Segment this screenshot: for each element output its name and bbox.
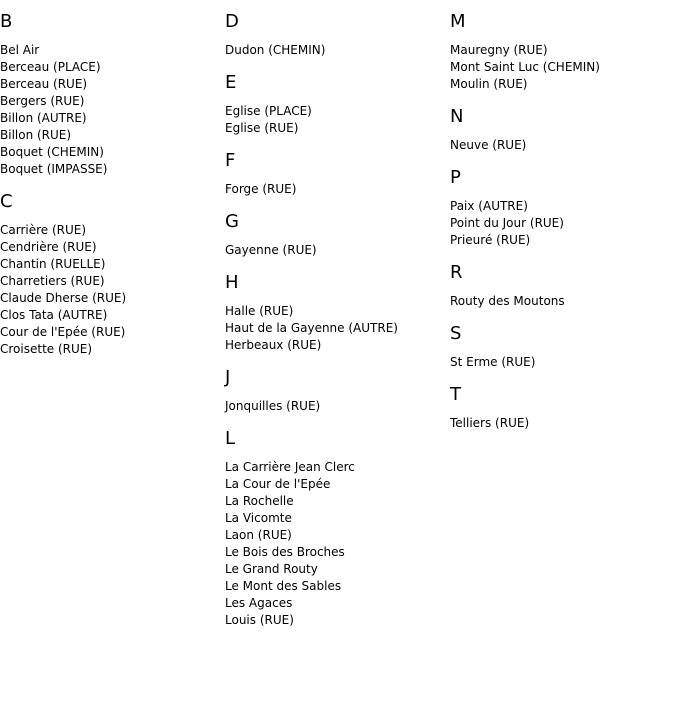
street-link-telliers-rue[interactable]: Telliers (RUE) <box>450 416 530 430</box>
letter-heading: E <box>225 72 237 93</box>
street-link-st-erme-rue[interactable]: St Erme (RUE) <box>450 355 536 369</box>
street-link-billon-rue[interactable]: Billon (RUE) <box>0 128 72 142</box>
street-link-le-mont-des-sables[interactable]: Le Mont des Sables <box>225 579 342 593</box>
street-link-point-du-jour-rue[interactable]: Point du Jour (RUE) <box>450 216 564 230</box>
letter-heading: N <box>450 106 464 127</box>
street-list <box>225 103 450 137</box>
street-list <box>0 42 225 178</box>
index-column-3 <box>450 12 675 446</box>
street-list <box>450 415 675 432</box>
street-link-cour-de-l-epee-rue[interactable]: Cour de l'Epée (RUE) <box>0 325 126 339</box>
street-link-gayenne-rue[interactable]: Gayenne (RUE) <box>225 243 317 257</box>
street-link-chantin-ruelle[interactable]: Chantin (RUELLE) <box>0 257 106 271</box>
street-link-la-vicomte[interactable]: La Vicomte <box>225 511 292 525</box>
street-link-carriere-rue[interactable]: Carrière (RUE) <box>0 223 87 237</box>
letter-group-f <box>225 151 450 198</box>
letter-heading: T <box>450 384 461 405</box>
letter-heading: C <box>0 191 13 212</box>
street-list <box>450 198 675 249</box>
letter-group-n <box>450 107 675 154</box>
letter-heading: D <box>225 11 239 32</box>
street-list <box>450 354 675 371</box>
street-link-halle-rue[interactable]: Halle (RUE) <box>225 304 294 318</box>
letter-group-s <box>450 324 675 371</box>
letter-heading: P <box>450 167 461 188</box>
letter-group-e <box>225 73 450 137</box>
street-list <box>450 293 675 310</box>
street-link-laon-rue[interactable]: Laon (RUE) <box>225 528 292 542</box>
street-link-clos-tata-autre[interactable]: Clos Tata (AUTRE) <box>0 308 108 322</box>
street-link-la-carriere-jean-clerc[interactable]: La Carrière Jean Clerc <box>225 460 355 474</box>
letter-group-l <box>225 429 450 629</box>
street-link-jonquilles-rue[interactable]: Jonquilles (RUE) <box>225 399 321 413</box>
street-list <box>225 42 450 59</box>
street-link-charretiers-rue[interactable]: Charretiers (RUE) <box>0 274 105 288</box>
street-link-routy-des-moutons[interactable]: Routy des Moutons <box>450 294 565 308</box>
street-link-herbeaux-rue[interactable]: Herbeaux (RUE) <box>225 338 322 352</box>
street-link-eglise-place[interactable]: Eglise (PLACE) <box>225 104 312 118</box>
street-list <box>450 137 675 154</box>
street-link-mauregny-rue[interactable]: Mauregny (RUE) <box>450 43 548 57</box>
street-link-dudon-chemin[interactable]: Dudon (CHEMIN) <box>225 43 326 57</box>
street-list <box>225 398 450 415</box>
index-column-2 <box>225 12 450 643</box>
street-link-moulin-rue[interactable]: Moulin (RUE) <box>450 77 528 91</box>
street-link-eglise-rue[interactable]: Eglise (RUE) <box>225 121 299 135</box>
street-link-paix-autre[interactable]: Paix (AUTRE) <box>450 199 528 213</box>
street-link-les-agaces[interactable]: Les Agaces <box>225 596 293 610</box>
letter-group-b <box>0 12 225 178</box>
letter-group-t <box>450 385 675 432</box>
street-link-berceau-place[interactable]: Berceau (PLACE) <box>0 60 101 74</box>
street-list <box>225 303 450 354</box>
street-link-la-cour-de-l-epee[interactable]: La Cour de l'Epée <box>225 477 331 491</box>
letter-heading: M <box>450 11 466 32</box>
street-list <box>450 42 675 93</box>
street-link-le-grand-routy[interactable]: Le Grand Routy <box>225 562 318 576</box>
street-link-bergers-rue[interactable]: Bergers (RUE) <box>0 94 85 108</box>
letter-group-d <box>225 12 450 59</box>
letter-heading: F <box>225 150 236 171</box>
street-link-neuve-rue[interactable]: Neuve (RUE) <box>450 138 527 152</box>
street-link-forge-rue[interactable]: Forge (RUE) <box>225 182 297 196</box>
letter-heading: J <box>225 367 231 388</box>
letter-group-g <box>225 212 450 259</box>
street-list <box>225 459 450 629</box>
street-list <box>225 181 450 198</box>
street-link-haut-de-la-gayenne-autre[interactable]: Haut de la Gayenne (AUTRE) <box>225 321 398 335</box>
letter-heading: B <box>0 11 13 32</box>
street-link-la-rochelle[interactable]: La Rochelle <box>225 494 294 508</box>
street-list <box>0 222 225 358</box>
street-link-boquet-impasse[interactable]: Boquet (IMPASSE) <box>0 162 108 176</box>
street-link-billon-autre[interactable]: Billon (AUTRE) <box>0 111 87 125</box>
letter-group-h <box>225 273 450 354</box>
street-link-bel-air[interactable]: Bel Air <box>0 43 40 57</box>
street-link-cendriere-rue[interactable]: Cendrière (RUE) <box>0 240 97 254</box>
letter-heading: L <box>225 428 236 449</box>
letter-heading: H <box>225 272 239 293</box>
street-link-claude-dherse-rue[interactable]: Claude Dherse (RUE) <box>0 291 127 305</box>
letter-group-m <box>450 12 675 93</box>
letter-group-j <box>225 368 450 415</box>
street-link-prieure-rue[interactable]: Prieuré (RUE) <box>450 233 531 247</box>
street-list <box>225 242 450 259</box>
street-link-boquet-chemin[interactable]: Boquet (CHEMIN) <box>0 145 104 159</box>
street-link-croisette-rue[interactable]: Croisette (RUE) <box>0 342 93 356</box>
street-link-mont-saint-luc-chemin[interactable]: Mont Saint Luc (CHEMIN) <box>450 60 600 74</box>
letter-group-p <box>450 168 675 249</box>
letter-group-c <box>0 192 225 358</box>
letter-heading: R <box>450 262 463 283</box>
street-link-le-bois-des-broches[interactable]: Le Bois des Broches <box>225 545 345 559</box>
letter-heading: S <box>450 323 462 344</box>
street-link-louis-rue[interactable]: Louis (RUE) <box>225 613 294 627</box>
letter-heading: G <box>225 211 239 232</box>
letter-group-r <box>450 263 675 310</box>
street-link-berceau-rue[interactable]: Berceau (RUE) <box>0 77 88 91</box>
index-column-1 <box>0 12 225 372</box>
